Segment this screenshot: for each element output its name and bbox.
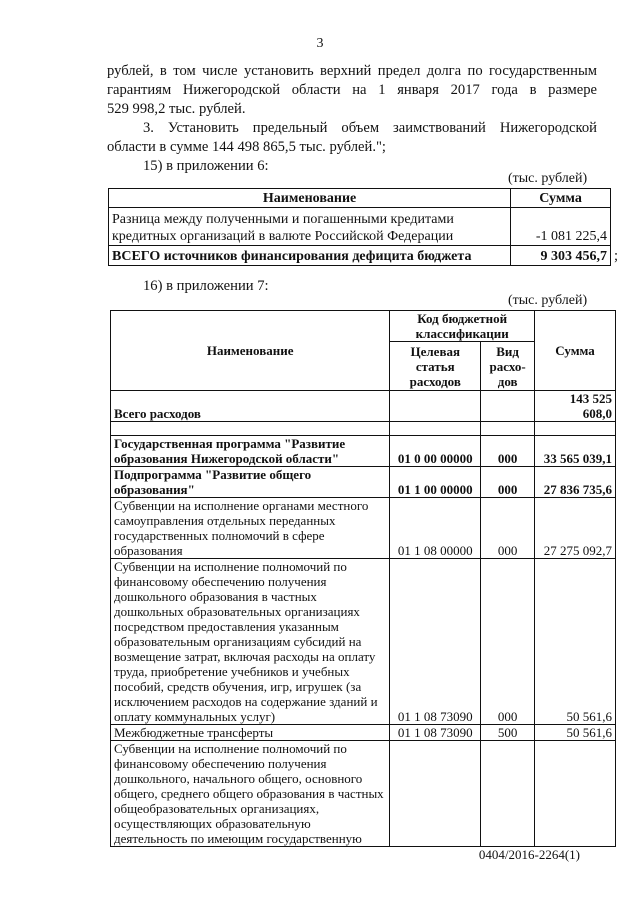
row-name-line: деятельность по имеющим государственную (114, 831, 362, 846)
spacer-row (111, 422, 616, 436)
table-row (111, 725, 616, 741)
row-name-line: общеобразовательных организациях, (114, 801, 320, 816)
row-name-line: Субвенции на исполнение органами местного (114, 498, 369, 513)
row-kind: 000 (481, 498, 535, 559)
row-name-line: самоуправления отдельных переданных (114, 513, 336, 528)
row-name-line: общего, среднего общего образования в частных (114, 786, 384, 801)
row-sum: 27 836 735,6 (535, 467, 616, 498)
table1-after-semicolon: ; (614, 248, 619, 264)
expenses-table (110, 310, 616, 847)
table-row (111, 467, 616, 498)
row-name-line: образования Нижегородской области" (114, 451, 340, 466)
row-sum: 50 561,6 (535, 725, 616, 741)
header-sum: Сумма (535, 311, 616, 391)
sources-table (108, 188, 611, 266)
header-kind: Вид (496, 343, 520, 359)
total-row (111, 391, 616, 422)
total-name: ВСЕГО источников финансирования дефицита бюджета (109, 246, 511, 266)
header-name: Наименование (111, 311, 390, 391)
table-row (109, 208, 611, 246)
row-name-line: осуществляющих образовательную (114, 816, 311, 831)
total-name: Всего расходов (111, 391, 390, 422)
header-code-group: Код бюджетной (417, 311, 508, 326)
unit-label-2: (тыс. рублей) (508, 293, 588, 308)
table-row (111, 498, 616, 559)
header-code-group: классификации (415, 326, 509, 341)
header-target: расходов (409, 373, 461, 389)
row-name-line: дошкольных образовательных организациях (114, 604, 360, 619)
row-kind: 000 (481, 436, 535, 467)
page-number: 3 (316, 36, 324, 51)
row-name-line: кредитных организаций в валюте Российской Федерации (112, 229, 454, 244)
para1-line1: рублей, в том числе установить верхний предел долга по государственным (107, 63, 597, 79)
row-name-line: дошкольного образования в частных (114, 589, 317, 604)
table-row (111, 741, 616, 847)
row-sum: -1 081 225,4 (511, 208, 611, 246)
expenses-table-body (111, 436, 616, 847)
para2-line2: области в сумме 144 498 865,5 тыс. рублей."; (107, 139, 386, 155)
row-target: 01 0 00 00000 (390, 436, 481, 467)
table-total-row (109, 246, 611, 266)
row-sum: 33 565 039,1 (535, 436, 616, 467)
header-target: Целевая (410, 343, 460, 359)
document-footer-code: 0404/2016-2264(1) (478, 847, 580, 862)
item-16-heading: 16) в приложении 7: (143, 278, 269, 294)
header-sum: Сумма (511, 189, 611, 208)
table-header-row (111, 311, 616, 342)
row-sum: 27 275 092,7 (535, 498, 616, 559)
para2-line1: 3. Установить предельный объем заимствований Нижегородской (143, 120, 597, 136)
row-name-line: Государственная программа "Развитие (114, 436, 346, 451)
para1-line3: 529 998,2 тыс. рублей. (107, 101, 246, 117)
row-name-line: образовательным организациям субсидий на (114, 634, 362, 649)
row-name-line: Подпрограмма "Развитие общего (114, 467, 312, 482)
row-kind: 500 (481, 725, 535, 741)
para1-line2: гарантиям Нижегородской области на 1 января 2017 года в размере (107, 82, 597, 98)
table-header-row (109, 189, 611, 208)
unit-label-1: (тыс. рублей) (508, 171, 588, 186)
row-sum (535, 741, 616, 847)
table-row (111, 436, 616, 467)
row-name-line: возмещение затрат, включая расходы на оплату (114, 649, 376, 664)
row-name-line: образования (114, 543, 183, 558)
row-sum: 50 561,6 (535, 559, 616, 725)
row-name-line: труда, приобретение учебников и учебных (114, 664, 350, 679)
row-name-line: государственных полномочий в сфере (114, 528, 325, 543)
row-name-line: финансовому обеспечению получения (114, 756, 327, 771)
row-target: 01 1 00 00000 (390, 467, 481, 498)
row-target: 01 1 08 73090 (390, 559, 481, 725)
row-target (390, 741, 481, 847)
row-name-line: пособий, средств обучения, игр, игрушек (за (114, 679, 362, 694)
header-target: статья (415, 358, 455, 374)
row-name-line: Субвенции на исполнение полномочий по (114, 559, 347, 574)
row-name-line: исключением расходов на содержание зданий и (114, 694, 378, 709)
row-name-line: посредством предоставления указанным (114, 619, 339, 634)
row-name-line: Межбюджетные трансферты (114, 725, 274, 740)
header-kind: расхо- (489, 358, 526, 374)
table-row (111, 559, 616, 725)
row-target: 01 1 08 00000 (390, 498, 481, 559)
header-name: Наименование (109, 189, 511, 208)
row-kind: 000 (481, 467, 535, 498)
row-name-line: оплату коммунальных услуг) (114, 709, 276, 724)
row-kind: 000 (481, 559, 535, 725)
row-name-line: Субвенции на исполнение полномочий по (114, 741, 347, 756)
row-name-line: дошкольного, начального общего, основного (114, 771, 363, 786)
header-kind: дов (497, 373, 518, 389)
row-name-line: Разница между полученными и погашенными кредитами (112, 212, 454, 227)
total-sum: 143 525 608,0 (535, 391, 616, 422)
row-kind (481, 741, 535, 847)
total-sum: 9 303 456,7 (511, 246, 611, 266)
item-15-heading: 15) в приложении 6: (143, 158, 269, 174)
row-name-line: финансовому обеспечению получения (114, 574, 327, 589)
row-name-line: образования" (114, 482, 195, 497)
row-target: 01 1 08 73090 (390, 725, 481, 741)
